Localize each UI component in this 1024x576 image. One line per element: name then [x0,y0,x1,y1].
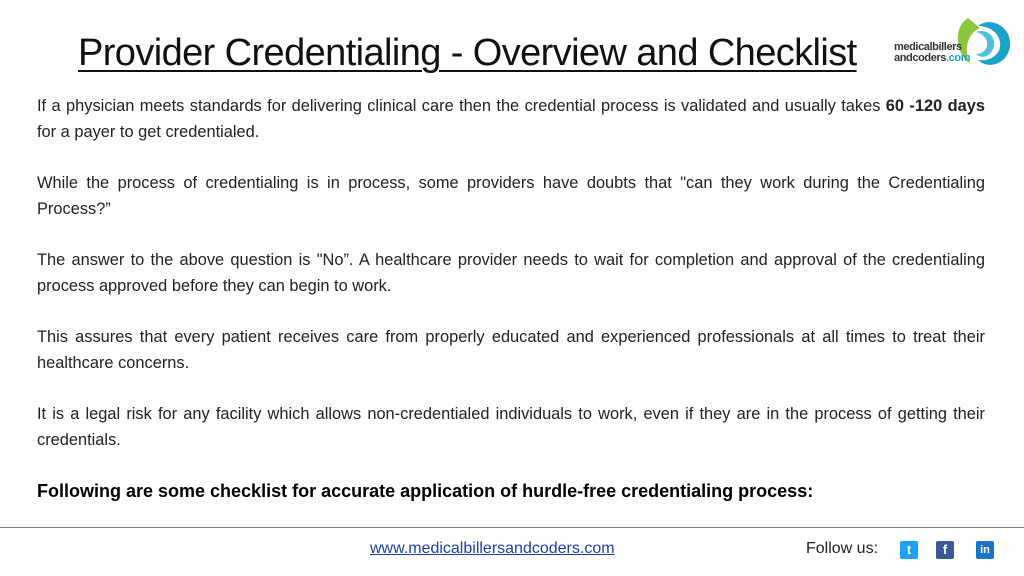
slide-title: Provider Credentialing - Overview and Checklist [78,32,857,74]
paragraph-3: The answer to the above question is "No”. A healthcare provider needs to wait for completion and approval of the credentialing process approved before they can begin to work. [37,251,985,295]
facebook-icon[interactable] [936,541,954,559]
paragraph-5: It is a legal risk for any facility which allows non-credentialed individuals to work, even if they are in the process of getting their credentials. [37,405,985,449]
footer-divider [0,527,1024,528]
logo-line-1: medicalbillers [894,41,962,53]
linkedin-glyph: in [980,544,990,556]
linkedin-icon[interactable] [976,541,994,559]
facebook-glyph: f [942,542,948,557]
twitter-icon[interactable] [900,541,918,559]
paragraph-1-highlight: 60 -120 days [885,97,985,115]
slide-body [37,93,985,504]
follow-us-label: Follow us: [806,540,879,557]
logo-line-2: andcoders [894,52,947,64]
paragraph-1-text: If a physician meets standards for delivering clinical care then the credential process is validated and usually takes [37,97,886,115]
website-link[interactable]: www.medicalbillersandcoders.com [370,540,615,557]
checklist-heading: Following are some checklist for accurate application of hurdle-free credentialing process: [37,481,814,501]
twitter-glyph: t [906,542,912,557]
paragraph-4: This assures that every patient receives care from properly educated and experienced professionals at all times to treat their healthcare concerns. [37,328,985,372]
paragraph-2: While the process of credentialing is in process, some providers have doubts that "can they work during the Credentialing Process?” [37,174,985,218]
paragraph-1 [37,93,985,145]
paragraph-1-text-end: for a payer to get credentialed. [37,123,260,141]
company-logo [894,12,1014,72]
logo-wordmark [894,42,970,64]
logo-suffix: .com [946,52,971,64]
